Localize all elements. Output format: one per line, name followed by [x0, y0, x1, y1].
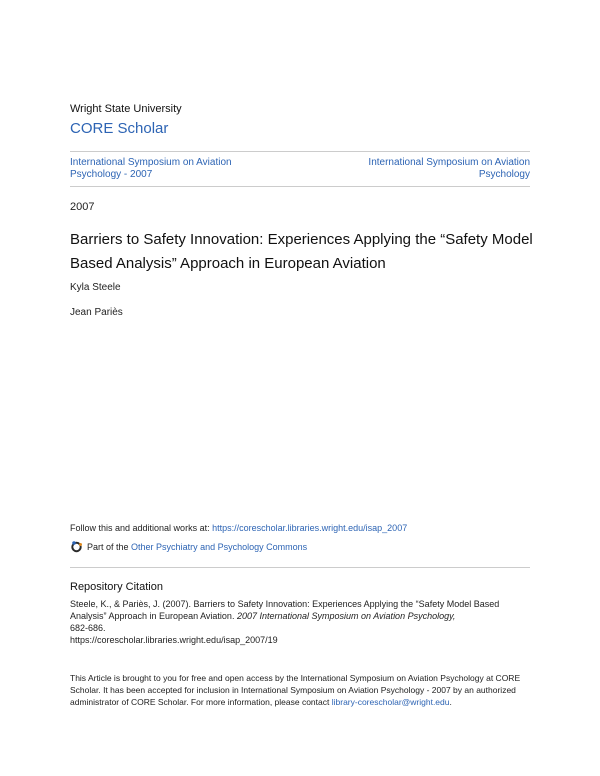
follow-url-link[interactable]: https://corescholar.libraries.wright.edu/isap_2007 — [212, 523, 408, 533]
access-notice — [70, 672, 535, 708]
part-of-prefix: Part of the — [87, 541, 129, 552]
citation-text — [70, 598, 535, 646]
notice-period: . — [449, 697, 452, 707]
publication-year: 2007 — [70, 201, 95, 213]
author-name: Jean Pariès — [70, 307, 123, 318]
commons-link[interactable]: Other Psychiatry and Psychology Commons — [131, 541, 308, 552]
part-of-line — [70, 540, 307, 553]
institution-name: Wright State University — [70, 103, 182, 115]
divider-top — [70, 151, 530, 152]
notice-text: This Article is brought to you for free and open access by the International Symposium on Aviation Psychology at CORE Scholar. It has been accepted for inclusion in International Symposium on Aviation Psychology - 2007 by an authorized administrator of CORE Scholar. For more information, please contact — [70, 673, 521, 707]
follow-label: Follow this and additional works at: — [70, 523, 210, 533]
citation-journal: 2007 International Symposium on Aviation Psychology, — [236, 611, 456, 621]
citation-pages: 682-686. — [70, 623, 106, 633]
commons-network-icon — [70, 540, 83, 553]
collection-link-left[interactable]: International Symposium on Aviation Psychology - 2007 — [70, 157, 232, 180]
paper-title: Barriers to Safety Innovation: Experiences Applying the “Safety Model Based Analysis” Approach in European Aviation — [70, 231, 533, 272]
contact-email-link[interactable]: library-corescholar@wright.edu — [331, 697, 450, 707]
citation-url: https://corescholar.libraries.wright.edu/isap_2007/19 — [70, 635, 278, 645]
repository-link[interactable]: CORE Scholar — [70, 120, 169, 137]
citation-heading: Repository Citation — [70, 581, 163, 593]
author-name: Kyla Steele — [70, 282, 121, 293]
divider-collections — [70, 186, 530, 187]
citation-body: Steele, K., & Pariès, J. (2007). Barriers to Safety Innovation: Experiences Applying the “Safety Model Based Analysis” Approach in European Aviation. — [70, 599, 500, 621]
follow-line — [70, 523, 407, 533]
divider-citation — [70, 567, 530, 568]
collection-link-right[interactable]: International Symposium on Aviation Psychology — [368, 157, 530, 180]
